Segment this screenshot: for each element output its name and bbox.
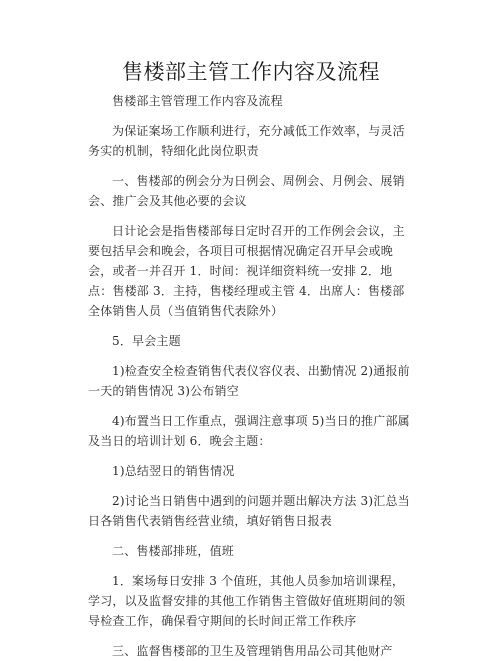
paragraph-morning-items-2: 4)布置当日工作重点，强调注意事项 5)当日的推广部属及当日的培训计划 6．晚会主题： <box>88 414 410 448</box>
paragraph-section-shifts: 二、售楼部排班，值班 <box>112 544 235 558</box>
paragraph-purpose: 为保证案场工作顺利进行，充分减低工作效率，与灵活务实的机制，特细化此岗位职责 <box>88 124 405 158</box>
document-title: 售楼部主管工作内容及流程 <box>122 60 380 84</box>
paragraph-shift-details: 1．案场每日安排 3 个值班，其他人员参加培训课程，学习，以及监督安排的其他工作销售主管做好值班期间的领导检查工作，确保看守期间的长时间正常工作秩序 <box>88 574 406 628</box>
paragraph-evening-item-1: 1)总结翌日的销售情况 <box>112 464 235 478</box>
paragraph-section-hygiene: 三、监督售楼部的卫生及管理销售用品公司其他财产 <box>112 644 393 658</box>
paragraph-daily-meeting: 日计论会是指售楼部每日定时召开的工作例会会议，主要包括早会和晚会，各项目可根据情况确定召开早会或晚会，或者一并召开 1．时间：视详细资料统一安排 2．地点：售楼部 3．主持，售楼经理或主管 4．出席人：售楼部全体销售人员（当值销售代表除外） <box>88 224 405 318</box>
paragraph-subtitle: 售楼部主管管理工作内容及流程 <box>112 94 283 108</box>
paragraph-section-meetings: 一、售楼部的例会分为日例会、周例会、月例会、展销会、推广会及其他必要的会议 <box>88 174 405 208</box>
paragraph-evening-items-2: 2)讨论当日销售中遇到的问题并题出解决方法 3)汇总当日各销售代表销售经营业绩，填好销售日报表 <box>88 494 410 528</box>
paragraph-morning-topic: 5．早会主题 <box>112 334 181 348</box>
paragraph-morning-items-1: 1)检查安全检查销售代表仪容仪表、出勤情况 2)通报前一天的销售情况 3)公布销空 <box>88 364 410 398</box>
